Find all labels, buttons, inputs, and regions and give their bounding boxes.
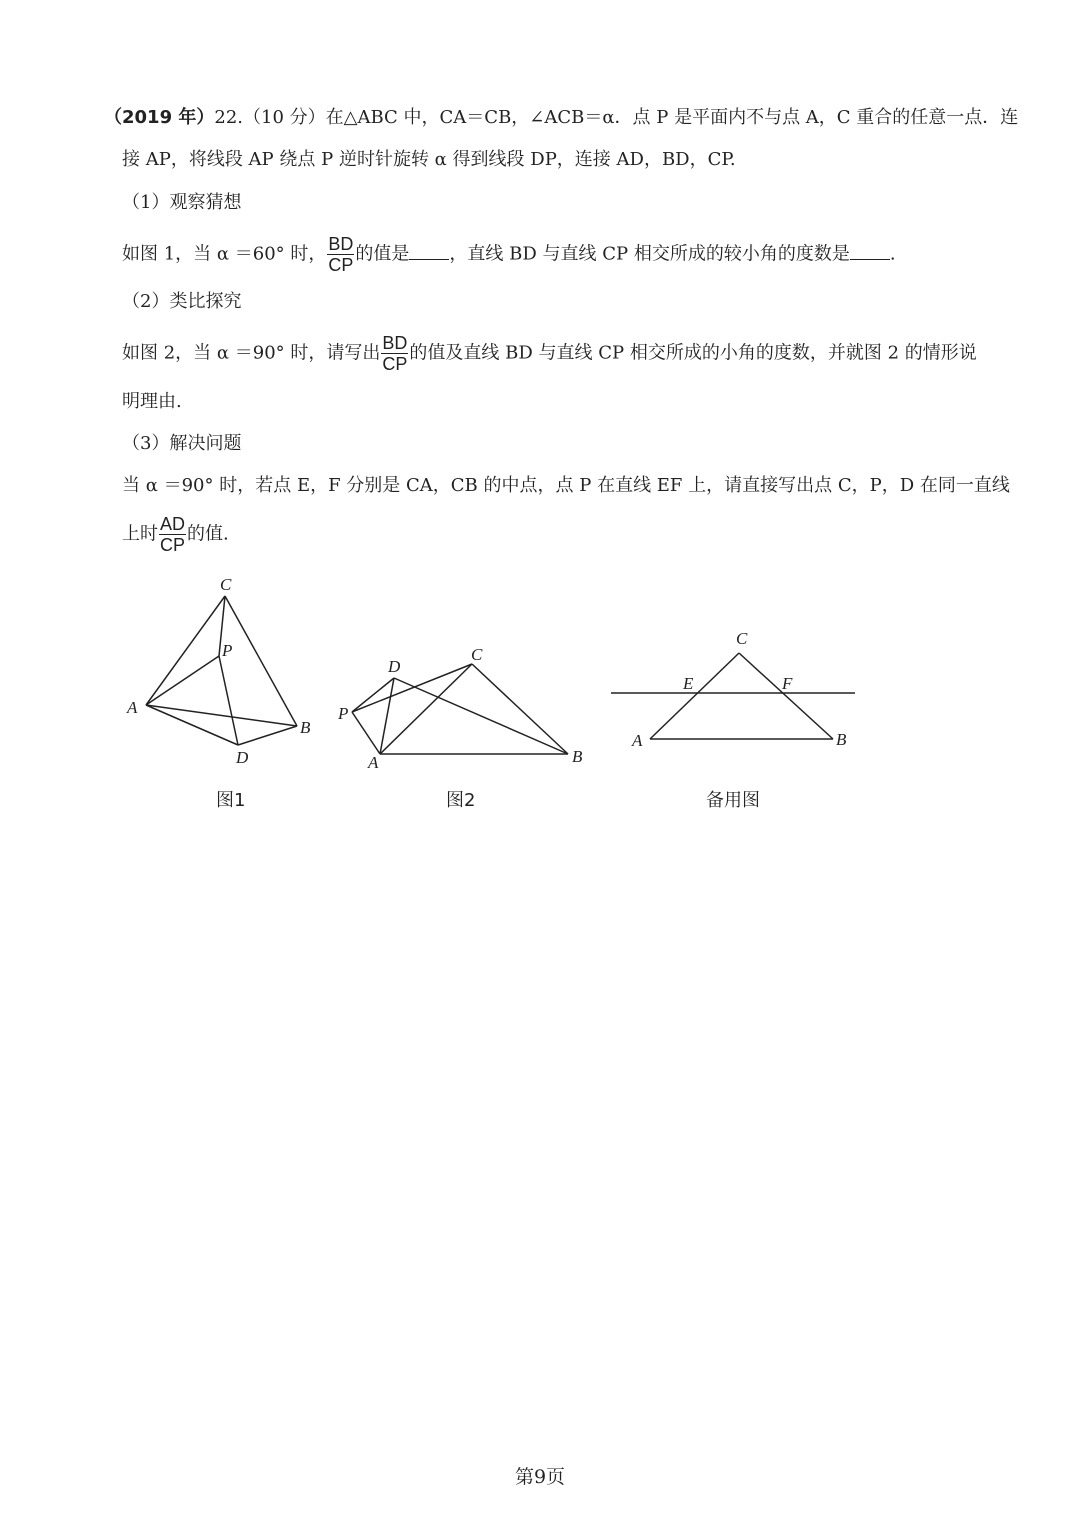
fraction-bd-cp: [327, 234, 354, 275]
part1-pre: 如图 1，当 α ＝60° 时，: [122, 243, 327, 265]
label-F: F: [782, 674, 793, 693]
part1-heading-text: （1）观察猜想: [122, 192, 242, 213]
part3-pre: 上时: [122, 523, 158, 545]
label-B: B: [836, 730, 847, 749]
label-P: P: [338, 704, 349, 723]
segment-CB: [225, 596, 297, 726]
figure-1: [120, 570, 330, 770]
part2-heading: [122, 288, 241, 316]
part2-heading-text: （2）类比探究: [122, 291, 242, 312]
label-A: A: [368, 753, 379, 772]
segment-AC: [380, 664, 472, 754]
label-D: D: [236, 748, 249, 767]
part3-line1-text: 当 α ＝90° 时，若点 E，F 分别是 CA，CB 的中点，点 P 在直线 EF 上，请直接写出点 C，P，D 在同一直线: [122, 475, 1010, 496]
part1-mid: 的值是: [355, 243, 410, 265]
label-C: C: [220, 575, 232, 594]
part1-heading: [122, 189, 241, 217]
year-tag: （2019 年）: [104, 107, 215, 128]
part1-mid2: ，直线 BD 与直线 CP 相交所成的较小角的度数是: [449, 243, 850, 265]
figure-3: [605, 625, 865, 755]
label-A: A: [632, 731, 643, 750]
part3-heading: [122, 430, 241, 458]
answer-blank-1[interactable]: [409, 241, 449, 260]
label-A: A: [127, 698, 138, 717]
segment-DB: [394, 678, 568, 754]
fraction-denominator: CP: [328, 255, 354, 275]
fraction-numerator: AD: [160, 514, 186, 534]
figure-1-lines: [146, 596, 297, 745]
answer-blank-2[interactable]: [850, 241, 890, 260]
part2-pre: 如图 2，当 α ＝90° 时，请写出: [122, 342, 381, 364]
part3-line-2: [122, 514, 229, 555]
label-D: D: [388, 657, 401, 676]
fraction-denominator: CP: [160, 535, 186, 555]
part2-post: 的值及直线 BD 与直线 CP 相交所成的小角的度数，并就图 2 的情形说: [409, 342, 977, 364]
fraction-bd-cp-2: [381, 333, 408, 374]
part2-line-2: [122, 388, 182, 416]
fraction-numerator: BD: [328, 234, 354, 254]
problem-line-1: [104, 104, 1018, 132]
figure-2-lines: [352, 664, 568, 754]
fraction-denominator: CP: [382, 354, 408, 374]
fraction-ad-cp: [159, 514, 186, 555]
part2-line2-text: 明理由.: [122, 391, 182, 412]
figure-1-caption: 图1: [216, 790, 246, 811]
page-number: 第9页: [514, 1466, 566, 1488]
segment-PD: [219, 656, 238, 745]
label-P: P: [222, 641, 233, 660]
problem-statement-2: 接 AP，将线段 AP 绕点 P 逆时针旋转 α 得到线段 DP，连接 AD，BD，CP.: [122, 149, 736, 170]
segment-CB: [739, 653, 833, 739]
fraction-numerator: BD: [382, 333, 408, 353]
segment-CB: [472, 664, 568, 754]
label-B: B: [300, 718, 311, 737]
figure-2-caption: 图2: [446, 790, 476, 811]
part2-body: [122, 333, 977, 374]
part3-post: 的值.: [187, 523, 229, 545]
part3-line-1: [122, 472, 1010, 500]
part1-end: .: [889, 243, 896, 265]
segment-AC: [650, 653, 739, 739]
figure-3-lines: [611, 653, 855, 739]
label-C: C: [471, 645, 483, 664]
label-B: B: [572, 747, 583, 766]
segment-PA: [352, 712, 380, 754]
segment-AC: [146, 596, 225, 705]
part3-heading-text: （3）解决问题: [122, 433, 242, 454]
segment-AP: [146, 656, 219, 705]
figure-3-caption: 备用图: [706, 790, 760, 811]
label-E: E: [683, 674, 694, 693]
problem-line-2: [122, 146, 736, 174]
label-C: C: [736, 629, 748, 648]
segment-DB: [238, 726, 297, 745]
part1-body: [122, 234, 896, 275]
figure-2: [334, 640, 594, 775]
problem-statement-1: 22.（10 分）在△ABC 中，CA＝CB，∠ACB＝α．点 P 是平面内不与点 A，C 重合的任意一点．连: [214, 107, 1019, 128]
segment-PD: [352, 678, 394, 712]
